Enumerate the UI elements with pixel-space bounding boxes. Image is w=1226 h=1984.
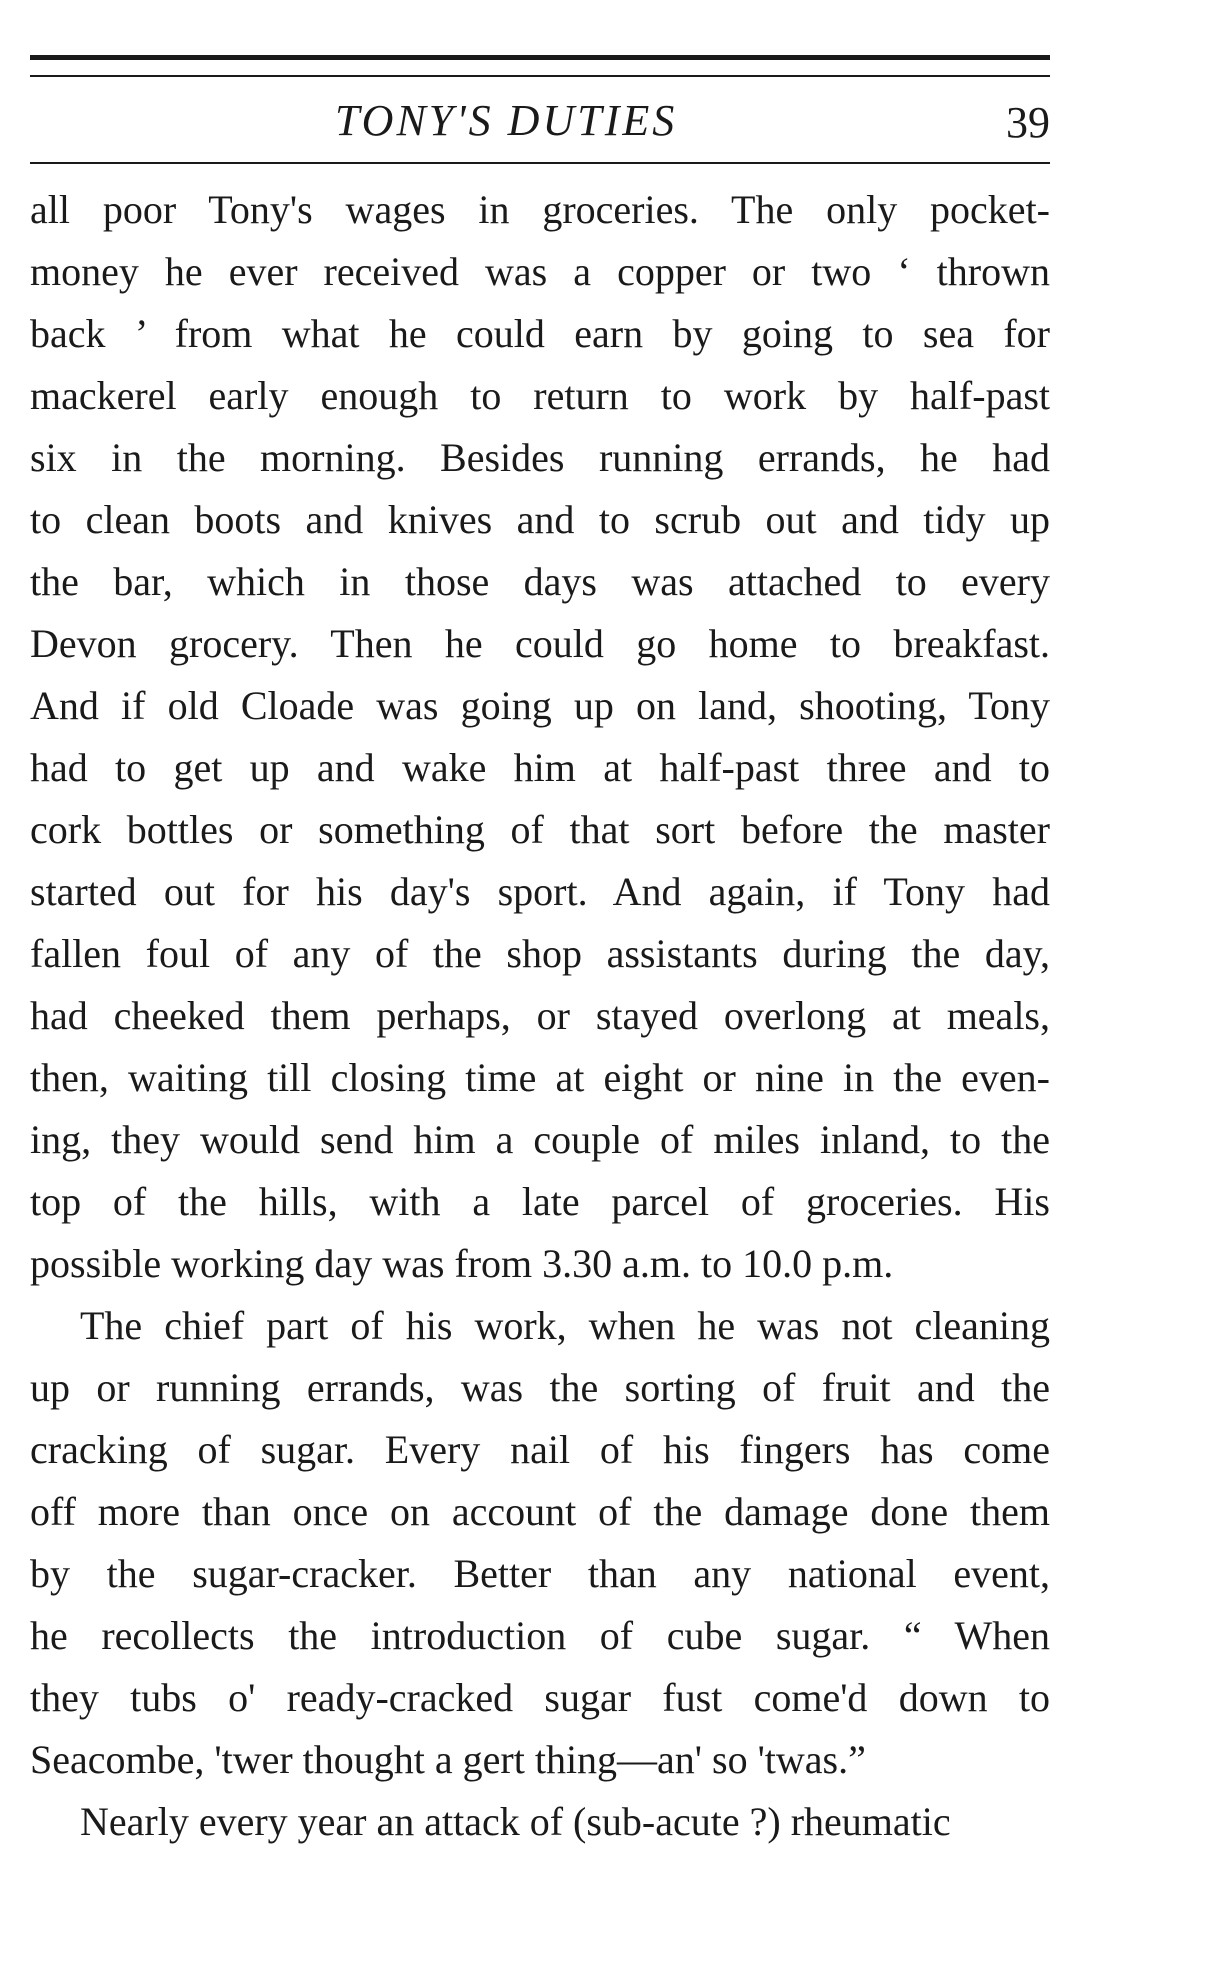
text-line: to clean boots and knives and to scrub out and tidy up — [30, 497, 1050, 542]
top-double-rule-thick — [30, 55, 1050, 60]
top-double-rule-thin — [30, 75, 1050, 77]
text-line: fallen foul of any of the shop assistants during the day, — [30, 931, 1050, 976]
text-line: money he ever received was a copper or two ‘ thrown — [30, 249, 1050, 294]
running-title: TONY'S DUTIES — [335, 96, 678, 145]
text-line: up or running errands, was the sorting of fruit and the — [30, 1365, 1050, 1410]
text-line: cork bottles or something of that sort before the master — [30, 807, 1050, 852]
head-rule — [30, 162, 1050, 164]
text-line: off more than once on account of the damage done them — [30, 1489, 1050, 1534]
text-line: they tubs o' ready-cracked sugar fust come'd down to — [30, 1675, 1050, 1720]
text-line: then, waiting till closing time at eight or nine in the even- — [30, 1055, 1050, 1100]
text-line-paragraph-end: possible working day was from 3.30 a.m. to 10.0 p.m. — [30, 1241, 894, 1286]
text-line-paragraph-start: Nearly every year an attack of (sub-acute ?) rheumatic — [80, 1799, 951, 1844]
text-line: And if old Cloade was going up on land, shooting, Tony — [30, 683, 1050, 728]
text-line-paragraph-end: Seacombe, 'twer thought a gert thing—an' so 'twas.” — [30, 1737, 866, 1782]
text-line: had cheeked them perhaps, or stayed overlong at meals, — [30, 993, 1050, 1038]
text-line: ing, they would send him a couple of miles inland, to the — [30, 1117, 1050, 1162]
text-line: the bar, which in those days was attached to every — [30, 559, 1050, 604]
text-line: cracking of sugar. Every nail of his fingers has come — [30, 1427, 1050, 1472]
running-head — [30, 95, 1050, 155]
text-line: all poor Tony's wages in groceries. The only pocket- — [30, 187, 1050, 232]
text-line: Devon grocery. Then he could go home to breakfast. — [30, 621, 1050, 666]
text-line: had to get up and wake him at half-past three and to — [30, 745, 1050, 790]
text-line: back ’ from what he could earn by going to sea for — [30, 311, 1050, 356]
page-number: 39 — [1006, 98, 1050, 147]
text-line: started out for his day's sport. And again, if Tony had — [30, 869, 1050, 914]
body-text — [30, 179, 1050, 1853]
text-line-paragraph-start: The chief part of his work, when he was not cleaning — [80, 1303, 1050, 1348]
text-line: he recollects the introduction of cube sugar. “ When — [30, 1613, 1050, 1658]
text-line: mackerel early enough to return to work by half-past — [30, 373, 1050, 418]
text-line: by the sugar-cracker. Better than any national event, — [30, 1551, 1050, 1596]
text-line: top of the hills, with a late parcel of groceries. His — [30, 1179, 1050, 1224]
text-line: six in the morning. Besides running errands, he had — [30, 435, 1050, 480]
